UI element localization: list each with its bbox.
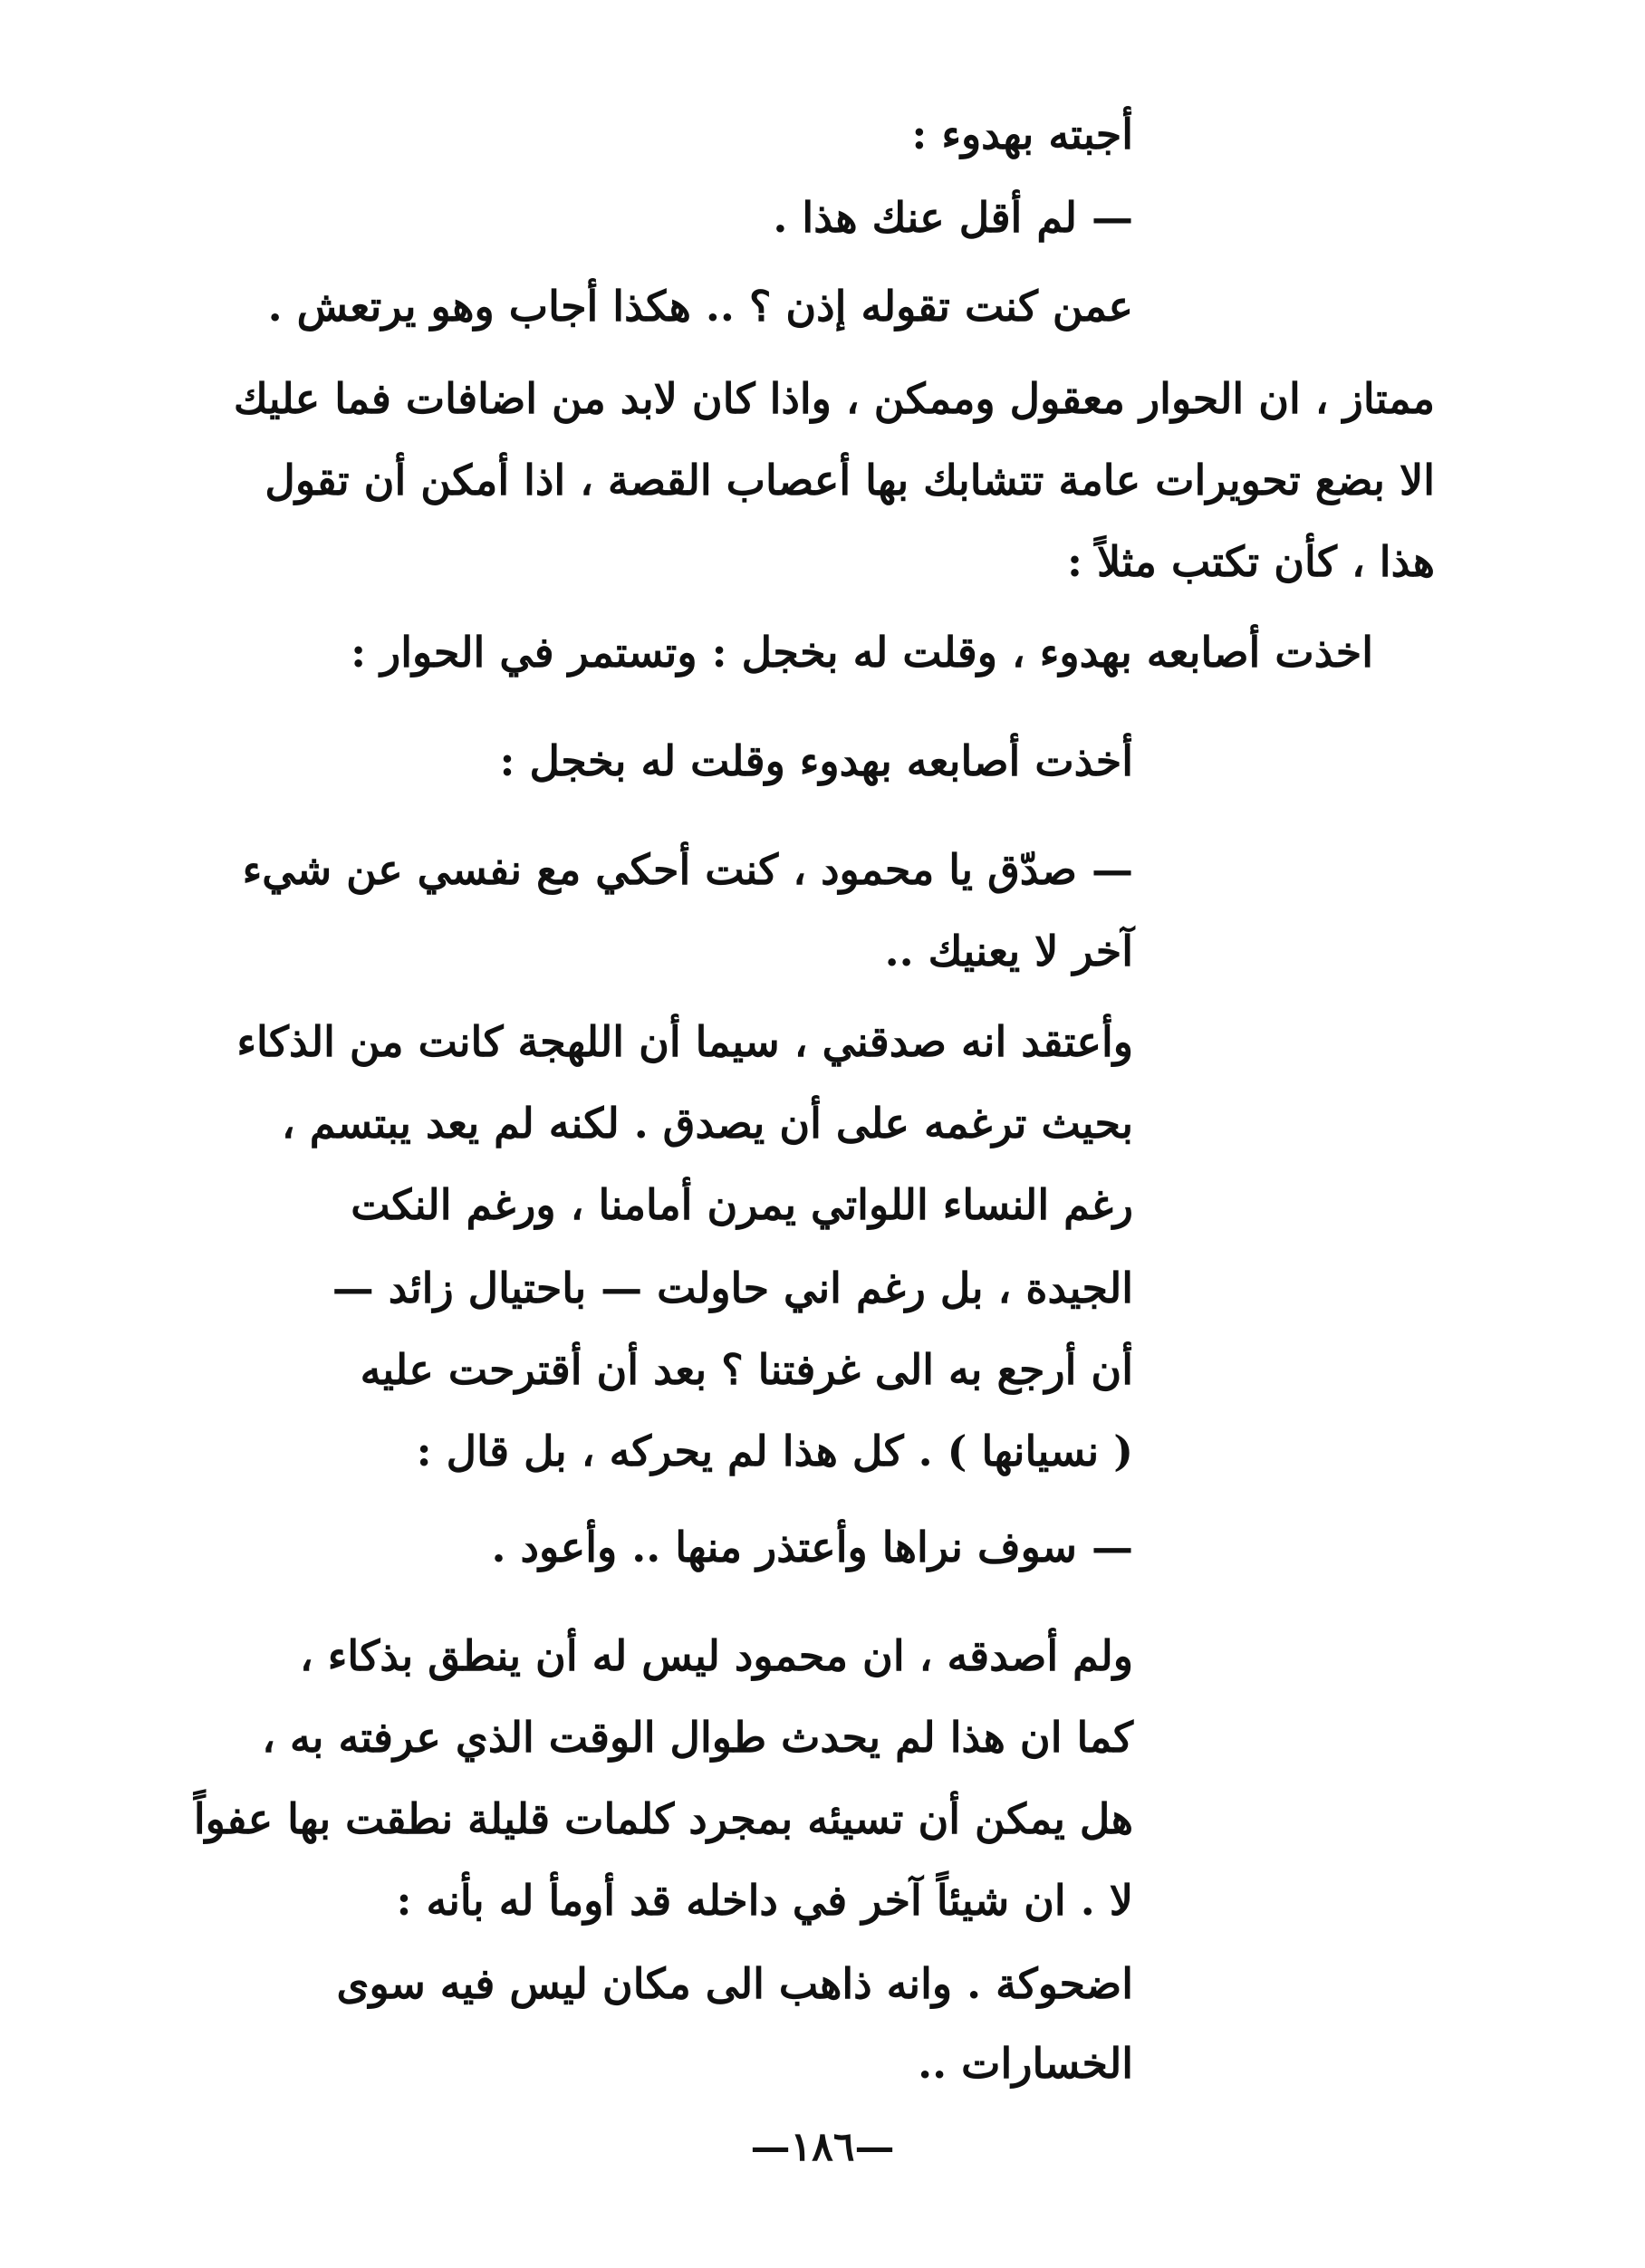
- text-line: وأعتقد انه صدقني ، سيما أن اللهجة كانت من الذكاء: [236, 1017, 1133, 1066]
- text-line: — صدّق يا محمود ، كنت أحكي مع نفسي عن شيء: [242, 845, 1133, 894]
- text-line: بحيث ترغمه على أن يصدق . لكنه لم يعد يبتسم ،: [281, 1099, 1133, 1148]
- text-line: هذا ، كأن تكتب مثلاً :: [1066, 537, 1435, 586]
- text-line: الا بضع تحويرات عامة تتشابك بها أعصاب القصة ، اذا أمكن أن تقول: [265, 456, 1435, 505]
- text-line: الخسارات ..: [918, 2039, 1133, 2088]
- text-line: اخذت أصابعه بهدوء ، وقلت له بخجل : وتستمر في الحوار :: [351, 628, 1373, 677]
- text-line: رغم النساء اللواتي يمرن أمامنا ، ورغم النكت: [351, 1180, 1133, 1229]
- text-line: ( نسيانها ) . كل هذا لم يحركه ، بل قال :: [416, 1427, 1133, 1475]
- text-line: آخر لا يعنيك ..: [884, 927, 1133, 975]
- text-line: ولم أصدقه ، ان محمود ليس له أن ينطق بذكاء ،: [299, 1631, 1133, 1680]
- page-number: —١٨٦—: [750, 2124, 895, 2170]
- text-line: كما ان هذا لم يحدث طوال الوقت الذي عرفته به ،: [262, 1713, 1133, 1762]
- text-line: أخذت أصابعه بهدوء وقلت له بخجل :: [499, 736, 1133, 785]
- text-line: لا . ان شيئاً آخر في داخله قد أومأ له بأنه :: [396, 1876, 1133, 1925]
- text-line: هل يمكن أن تسيئه بمجرد كلمات قليلة نطقت بها عفواً: [193, 1794, 1133, 1843]
- text-line: الجيدة ، بل رغم اني حاولت — باحتيال زائد —: [332, 1264, 1133, 1312]
- text-line: عمن كنت تقوله إذن ؟ .. هكذا أجاب وهو يرتعش .: [267, 282, 1133, 331]
- text-line: — سوف نراها وأعتذر منها .. وأعود .: [491, 1523, 1133, 1571]
- text-line: أجبته بهدوء :: [911, 110, 1133, 159]
- text-line: — لم أقل عنك هذا .: [773, 193, 1133, 242]
- text-line: ممتاز ، ان الحوار معقول وممكن ، واذا كان لابد من اضافات فما عليك: [233, 374, 1435, 423]
- text-line: اضحوكة . وانه ذاهب الى مكان ليس فيه سوى: [336, 1959, 1133, 2008]
- text-line: أن أرجع به الى غرفتنا ؟ بعد أن أقترحت عليه: [360, 1345, 1133, 1394]
